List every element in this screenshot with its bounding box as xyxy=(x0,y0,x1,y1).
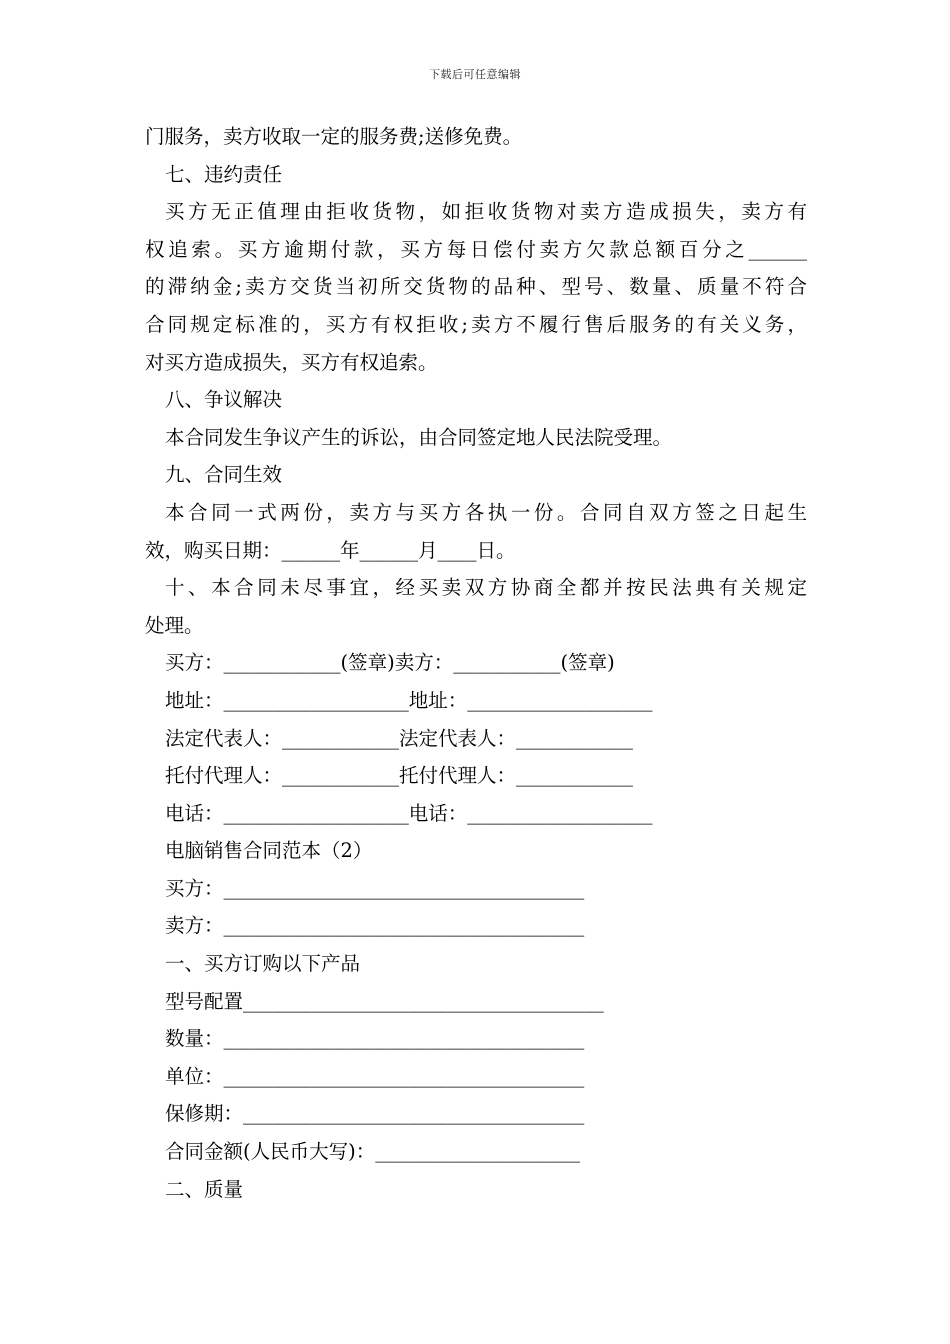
paragraph-line: 本合同发生争议产生的诉讼，由合同签定地人民法院受理。 xyxy=(165,425,673,449)
paragraph-line: 合同规定标准的，买方有权拒收;卖方不履行售后服务的有关义务， xyxy=(145,312,807,336)
paragraph-line: 本合同一式两份，卖方与买方各执一份。合同自双方签之日起生 xyxy=(165,500,807,524)
document-body xyxy=(145,118,807,1208)
warranty-field: 保修期：___________________________________ xyxy=(165,1102,585,1126)
phone-line: 电话：___________________电话：___________________ xyxy=(165,801,653,825)
seller-field: 卖方：_____________________________________ xyxy=(165,914,585,938)
buyer-field: 买方：_____________________________________ xyxy=(165,876,585,900)
section-heading-quality: 二、质量 xyxy=(165,1177,244,1201)
section-heading-effect: 九、合同生效 xyxy=(165,463,283,487)
paragraph-line: 处理。 xyxy=(145,613,204,637)
model-config-field: 型号配置_____________________________________ xyxy=(165,989,604,1013)
agent-line: 托付代理人：____________托付代理人：____________ xyxy=(165,764,634,788)
address-line: 地址：___________________地址：___________________ xyxy=(165,688,653,712)
section-heading-order: 一、买方订购以下产品 xyxy=(165,952,361,976)
purchase-date-line: 效，购买日期：______年______月____日。 xyxy=(145,538,516,562)
section-heading-dispute: 八、争议解决 xyxy=(165,388,283,412)
paragraph-line: 买方无正值理由拒收货物，如拒收货物对卖方造成损失，卖方有 xyxy=(165,200,807,224)
template-title: 电脑销售合同范本（2） xyxy=(165,839,373,863)
paragraph-line: 门服务，卖方收取一定的服务费;送修免费。 xyxy=(145,125,523,148)
paragraph-line: 的滞纳金;卖方交货当初所交货物的品种、型号、数量、质量不符合 xyxy=(145,275,807,299)
paragraph-line: 十、本合同未尽事宜，经买卖双方协商全都并按民法典有关规定 xyxy=(165,576,807,600)
legal-rep-line: 法定代表人：____________法定代表人：____________ xyxy=(165,726,634,750)
unit-field: 单位：_____________________________________ xyxy=(165,1064,585,1088)
paragraph-line: 权追索。买方逾期付款，买方每日偿付卖方欠款总额百分之______ xyxy=(145,237,807,261)
paragraph-line: 对买方造成损失，买方有权追索。 xyxy=(145,350,438,374)
section-heading-breach: 七、违约责任 xyxy=(165,162,283,186)
contract-amount-field: 合同金额(人民币大写)：_____________________ xyxy=(165,1140,580,1164)
page-header: 下载后可任意编辑 xyxy=(429,68,521,81)
quantity-field: 数量：_____________________________________ xyxy=(165,1027,585,1051)
signature-line: 买方：____________(签章)卖方：___________(签章) xyxy=(165,651,615,675)
